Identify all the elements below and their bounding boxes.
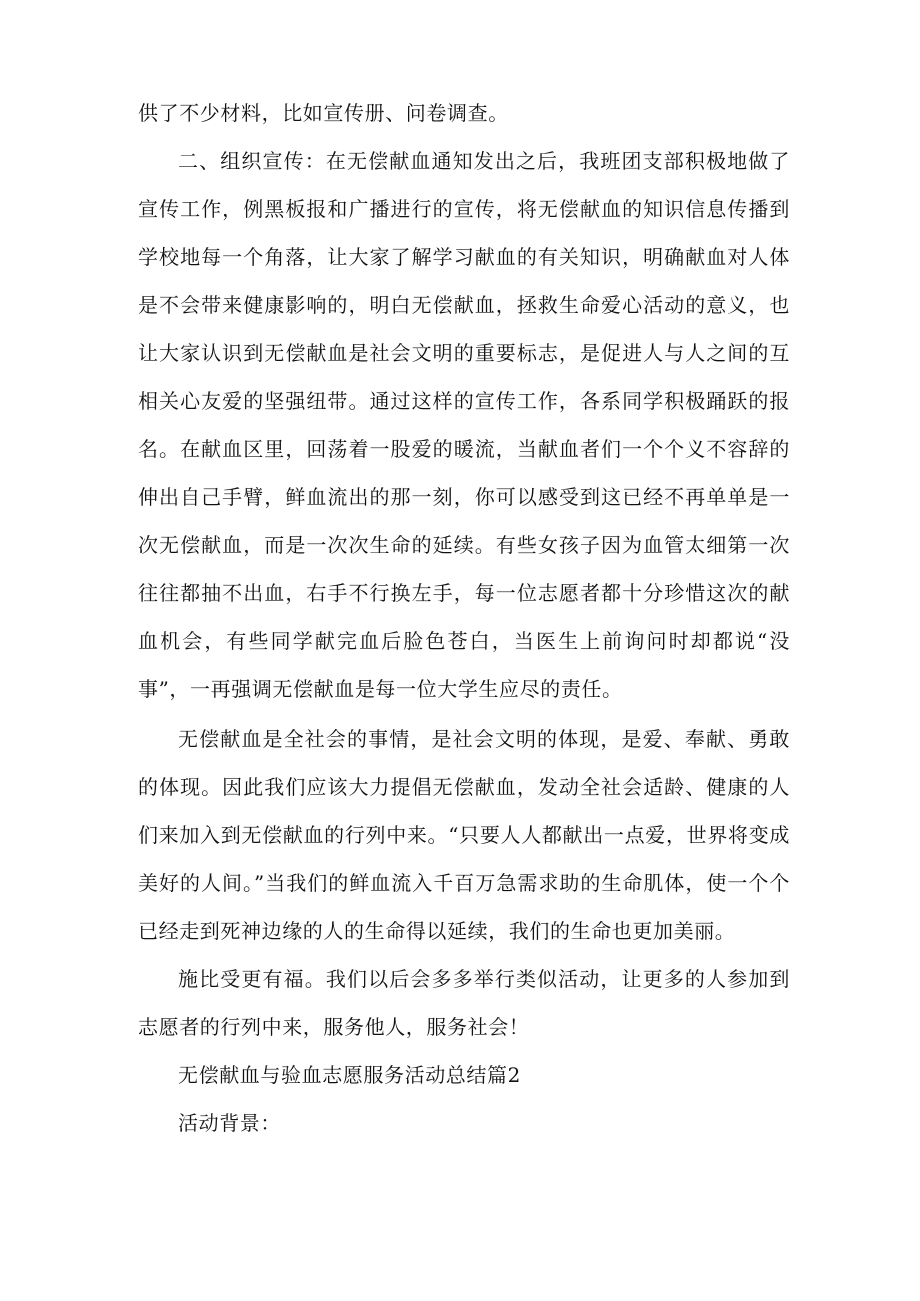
paragraph-continuation: 供了不少材料，比如宣传册、问卷调查。: [138, 101, 509, 125]
section-heading: 无偿献血与验血志愿服务活动总结篇2: [178, 1063, 521, 1087]
paragraph-organize-publicity: 二、组织宣传：在无偿献血通知发出之后，我班团支部积极地做了宣传工作，例黑板报和广播进行的宣传，将无偿献血的知识信息传播到学校地每一个角落，让大家了解学习献血的有关知识，明确献血对人体是不会带来健康影响的，明白无偿献血，拯救生命爱心活动的意义，也让大家认识到无偿献血是社会文明的重要标志，是促进人与人之间的互相关心友爱的坚强纽带。通过这样的宣传工作，各系同学积极踊跃的报名。在献血区里，回荡着一股爱的暖流，当献血者们一个个义不容辞的伸出自己手臂，鲜血流出的那一刻，你可以感受到这已经不再单单是一次无偿献血，而是一次次生命的延续。有些女孩子因为血管太细第一次往往都抽不出血，右手不行换左手，每一位志愿者都十分珍惜这次的献血机会，有些同学献完血后脸色苍白，当医生上前询问时却都说“没事”，一再强调无偿献血是每一位大学生应尽的责任。: [138, 149, 790, 701]
subsection-label: 活动背景：: [178, 1111, 281, 1135]
paragraph-conclusion: 施比受更有福。我们以后会多多举行类似活动，让更多的人参加到志愿者的行列中来，服务他人，服务社会！: [138, 967, 790, 1039]
paragraph-social-significance: 无偿献血是全社会的事情，是社会文明的体现，是爱、奉献、勇敢的体现。因此我们应该大力提倡无偿献血，发动全社会适龄、健康的人们来加入到无偿献血的行列中来。“只要人人都献出一点爱，世界将变成美好的人间。”当我们的鲜血流入千百万急需求助的生命肌体，使一个个已经走到死神边缘的人的生命得以延续，我们的生命也更加美丽。: [138, 727, 790, 943]
